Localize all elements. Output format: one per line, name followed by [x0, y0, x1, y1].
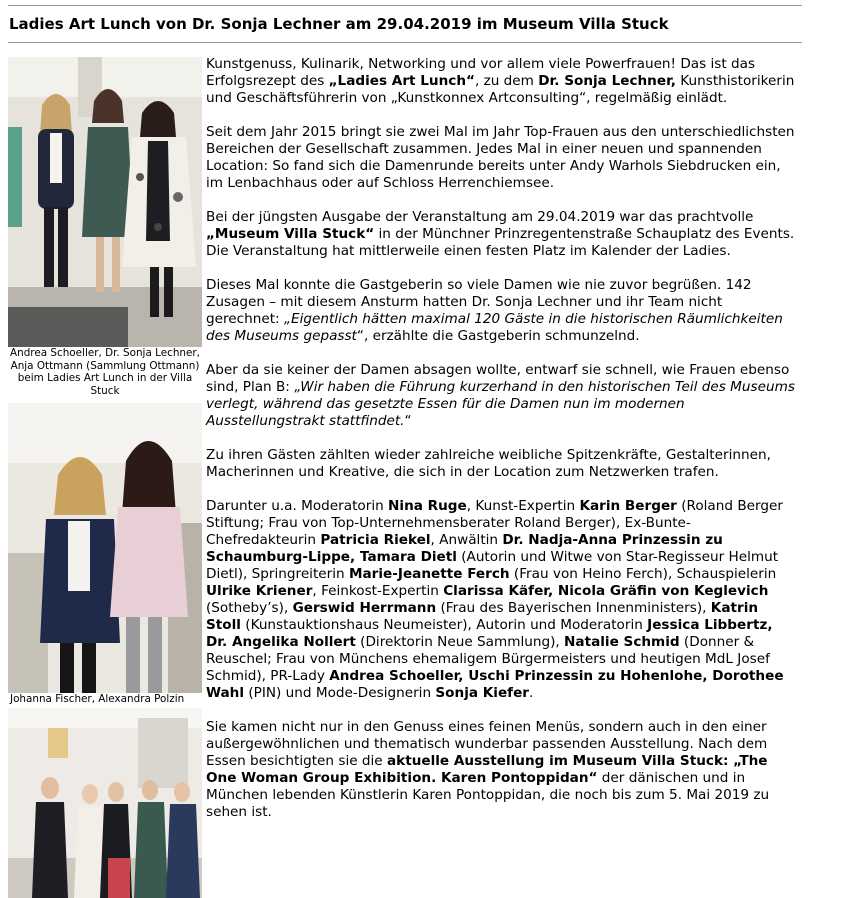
paragraph-4-text-run: Dieses Mal konnte die Gastgeberin so viele Damen wie nie zuvor begrüßen. 142 Zusagen – mit diesem Ansturm hatten Dr. Sonja Lechner und ihr Team nicht gerechnet: — [206, 277, 752, 327]
paragraph-3-text-run: in der Münchner Prinzregentenstraße Schauplatz des Events. Die Veranstaltung hat mittlerweile einen festen Platz im Kalender der Ladies. — [206, 226, 795, 259]
event-photo-2 — [8, 403, 202, 706]
paragraph-7-text-run: (PIN) und Mode-Designerin — [244, 685, 436, 701]
article-title: Ladies Art Lunch von Dr. Sonja Lechner am 29.04.2019 im Museum Villa Stuck — [9, 15, 669, 33]
paragraph-4-text-run: „Eigentlich hätten maximal 120 Gäste in die historischen Räumlichkeiten des Museums gepasst — [206, 311, 783, 344]
paragraph-7-text-run: Jessica Libbertz, Dr. Angelika Nollert — [206, 617, 773, 650]
paragraph-5-text-run: “ — [404, 413, 412, 429]
paragraph-7-text-run: Sonja Kiefer — [435, 685, 530, 701]
event-photo-3 — [8, 708, 202, 898]
paragraph-7-text-run: (Frau des Bayerischen Innenministers), — [436, 600, 711, 616]
paragraph-5-text-run: Aber da sie keiner der Damen absagen wollte, entwarf sie schnell, wie Frauen ebenso sind, Plan B: — [206, 362, 790, 395]
paragraph-7-text-run: (Donner & Reuschel; Frau von Münchens ehemaligem Bürgermeisters und heutigen MdL Josef Schmid), PR-Lady — [206, 634, 770, 684]
paragraph-1-text-run: Kunstgenuss, Kulinarik, Networking und vor allem viele Powerfrauen! Das ist das Erfolgsrezept des — [206, 56, 756, 89]
paragraph-5-text-run: „Wir haben die Führung kurzerhand in den historischen Teil des Museums verlegt, während das gesetzte Essen für die Damen nun im modernen Ausstellungstrakt stattfindet. — [206, 379, 795, 429]
top-divider — [8, 5, 802, 6]
paragraph-3-text-run: Bei der jüngsten Ausgabe der Veranstaltung am 29.04.2019 war das prachtvolle — [206, 209, 754, 225]
paragraph-7-text-run: . — [529, 685, 534, 701]
photo-column — [8, 57, 202, 898]
paragraph-1-text-run: Kunsthistorikerin und Geschäftsführerin von „Kunstkonnex Artconsulting“, regelmäßig einlädt. — [206, 73, 795, 106]
paragraph-8-text-run: der dänischen und in München lebenden Künstlerin Karen Pontoppidan, die noch bis zum 5. Mai 2019 zu sehen ist. — [206, 770, 770, 820]
photo-2-caption: Johanna Fischer, Alexandra Polzin — [10, 693, 185, 706]
paragraph-4-text-run: “, erzählte die Gastgeberin schmunzelnd. — [356, 328, 640, 344]
article-paragraph-4 — [206, 277, 796, 345]
paragraph-7-text-run: Karin Berger — [579, 498, 677, 514]
paragraph-7-text-run: Marie-Jeanette Ferch — [348, 566, 510, 582]
paragraph-8-text-run: aktuelle Ausstellung im Museum Villa Stuck: „The One Woman Group Exhibition. Karen Pontoppidan“ — [206, 753, 768, 786]
photo-2-image — [8, 403, 202, 693]
paragraph-7-text-run: (Direktorin Neue Sammlung), — [355, 634, 565, 650]
photo-1-image — [8, 57, 202, 347]
article-paragraph-6 — [206, 447, 796, 481]
paragraph-7-text-run: , Kunst-Expertin — [466, 498, 580, 514]
article-paragraph-8 — [206, 719, 796, 821]
paragraph-3-text-run: „Museum Villa Stuck“ — [206, 226, 375, 242]
paragraph-8-text-run: Sie kamen nicht nur in den Genuss eines feinen Menüs, sondern auch in den einer außergewöhnlichen und thematisch wunderbar passenden Ausstellung. Nach dem Essen besichtigten sie die — [206, 719, 768, 769]
photo-1-caption: Andrea Schoeller, Dr. Sonja Lechner, Anja Ottmann (Sammlung Ottmann) beim Ladies Art Lunch in der Villa Stuck — [10, 347, 200, 397]
paragraph-1-text-run: „Ladies Art Lunch“ — [328, 73, 475, 89]
paragraph-7-text-run: (Sotheby’s), — [206, 600, 293, 616]
paragraph-2-text-run: Seit dem Jahr 2015 bringt sie zwei Mal im Jahr Top-Frauen aus den unterschiedlichsten Bereichen der Gesellschaft zusammen. Jedes Mal in einer neuen und spannenden Location: So fand sich die Damenrunde bereits unter Andy Warhols Siebdrucken ein, im Lenbachhaus oder auf Schloss Herrenchiemsee. — [206, 124, 795, 191]
paragraph-7-text-run: Nina Ruge — [388, 498, 467, 514]
paragraph-7-text-run: Patricia Riekel — [320, 532, 431, 548]
paragraph-7-text-run: Clarissa Käfer, Nicola Gräfin von Keglevich — [443, 583, 769, 599]
event-photo-1 — [8, 57, 202, 397]
title-divider — [8, 42, 802, 43]
photo-3-image — [8, 708, 202, 898]
article-paragraph-5 — [206, 362, 796, 430]
article-body — [206, 56, 796, 838]
paragraph-7-text-run: , Feinkost-Expertin — [312, 583, 444, 599]
paragraph-7-text-run: Ulrike Kriener — [206, 583, 313, 599]
article-paragraph-2 — [206, 124, 796, 192]
paragraph-7-text-run: Natalie Schmid — [564, 634, 680, 650]
paragraph-1-text-run: Dr. Sonja Lechner, — [538, 73, 676, 89]
paragraph-1-text-run: , zu dem — [474, 73, 539, 89]
paragraph-7-text-run: Katrin Stoll — [206, 600, 759, 633]
paragraph-7-text-run: Darunter u.a. Moderatorin — [206, 498, 389, 514]
article-paragraph-1 — [206, 56, 796, 107]
paragraph-7-text-run: (Roland Berger Stiftung; Frau von Top-Unternehmensberater Roland Berger), Ex-Bunte-Chefredakteurin — [206, 498, 783, 548]
paragraph-6-text-run: Zu ihren Gästen zählten wieder zahlreiche weibliche Spitzenkräfte, Gestalterinnen, Macherinnen und Kreative, die sich in der Location zum Netzwerken trafen. — [206, 447, 771, 480]
paragraph-7-text-run: (Frau von Heino Ferch), Schauspielerin — [509, 566, 777, 582]
paragraph-7-text-run: Andrea Schoeller, Uschi Prinzessin zu Hohenlohe, Dorothee Wahl — [206, 668, 784, 701]
paragraph-7-text-run: (Autorin und Witwe von Star-Regisseur Helmut Dietl), Springreiterin — [206, 549, 779, 582]
paragraph-7-text-run: Gerswid Herrmann — [292, 600, 437, 616]
article-paragraph-7 — [206, 498, 796, 702]
paragraph-7-text-run: Dr. Nadja-Anna Prinzessin zu Schaumburg-Lippe, Tamara Dietl — [206, 532, 723, 565]
article-paragraph-3 — [206, 209, 796, 260]
paragraph-7-text-run: , Anwältin — [430, 532, 503, 548]
paragraph-7-text-run: (Kunstauktionshaus Neumeister), Autorin und Moderatorin — [240, 617, 648, 633]
